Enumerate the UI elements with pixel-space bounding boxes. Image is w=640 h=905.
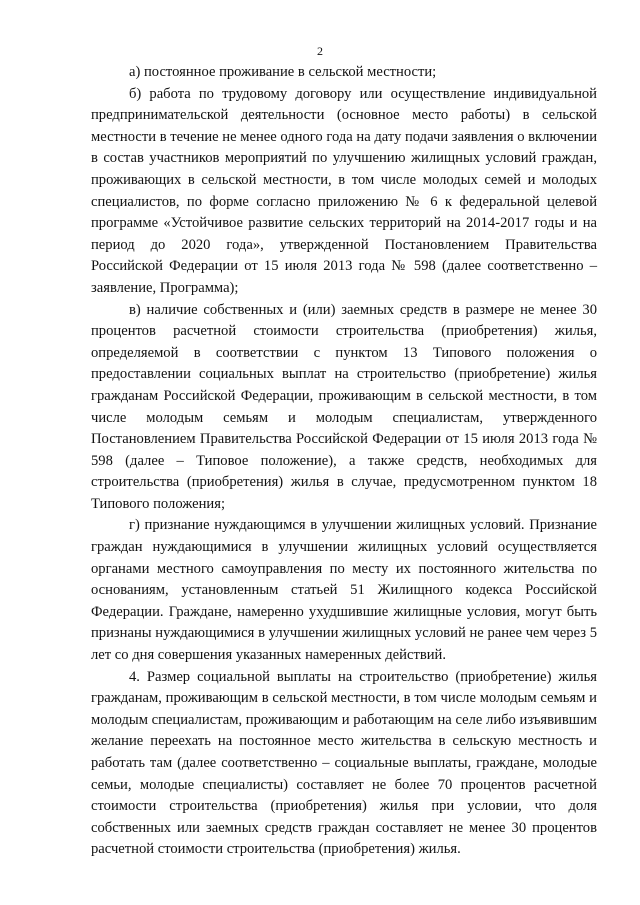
paragraph-b-employment: б) работа по трудовому договору или осуществление индивидуальной предпринимательской деятельности (основное место работы) в сельской местности в течение не менее одного года на дату подачи заявления о включении в состав участников мероприятий по улучшению жилищных условий граждан, проживающих в сельской местности, в том числе молодых семей и молодых специалистов, по форме согласно приложению № 6 к федеральной целевой программе «Устойчивое развитие сельских территорий на 2014-2017 годы и на период до 2020 года», утвержденной Постановлением Правительства Российской Федерации от 15 июля 2013 года № 598 (далее соответственно – заявление, Программа); <box>91 85 597 296</box>
paragraph-4-payment-size: 4. Размер социальной выплаты на строительство (приобретение) жилья гражданам, проживающим в сельской местности, в том числе молодым семьям и молодым специалистам, проживающим и работающим на селе либо изъявившим желание переехать на постоянное место жительства в сельскую местность и работать там (далее соответственно – социальные выплаты, граждане, молодые семьи, молодые специалисты) составляет не более 70 процентов расчетной стоимости строительства (приобретения) жилья при условии, что доля собственных или заемных средств граждан составляет не менее 30 процентов расчетной стоимости строительства (приобретения) жилья. <box>91 668 597 858</box>
paragraph-a-permanent-residence: а) постоянное проживание в сельской местности; <box>129 64 437 80</box>
document-body <box>91 62 597 861</box>
paragraph-v-own-funds: в) наличие собственных и (или) заемных средств в размере не менее 30 процентов расчетной стоимости строительства (приобретения) жилья, определяемой в соответствии с пунктом 13 Типового положения о предоставлении социальных выплат на строительство (приобретение) жилья гражданам Российской Федерации, проживающим в сельской местности, в том числе молодым семьям и молодым специалистам, утвержденного Постановлением Правительства Российской Федерации от 15 июля 2013 года № 598 (далее – Типовое положение), а также средств, необходимых для строительства (приобретения) жилья в случае, предусмотренном пунктом 18 Типового положения; <box>91 301 597 512</box>
page-number: 2 <box>317 44 323 58</box>
paragraph-g-housing-need: г) признание нуждающимся в улучшении жилищных условий. Признание граждан нуждающимися в улучшении жилищных условий осуществляется органами местного самоуправления по месту их постоянного жительства по основаниям, установленным статьей 51 Жилищного кодекса Российской Федерации. Граждане, намеренно ухудшившие жилищные условия, могут быть признаны нуждающимися в улучшении жилищных условий не ранее чем через 5 лет со дня совершения указанных намеренных действий. <box>91 517 597 664</box>
